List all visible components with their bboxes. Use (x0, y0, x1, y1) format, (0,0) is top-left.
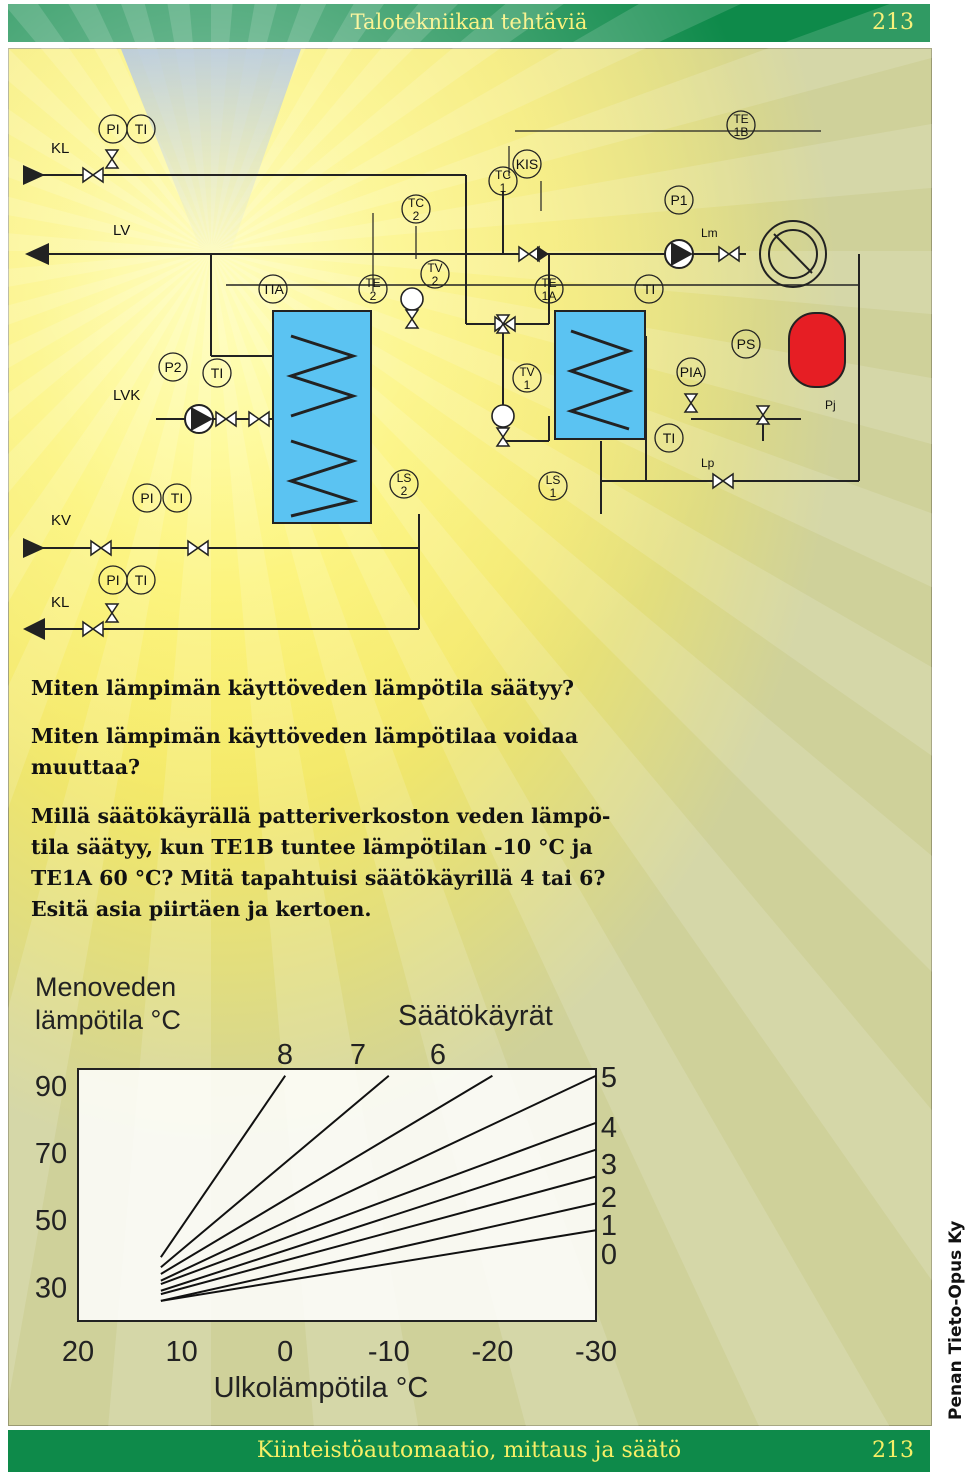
instrument-tag: TE (733, 112, 749, 126)
footer-page-number: 213 (872, 1438, 914, 1463)
chart-plot-area (78, 1069, 596, 1321)
instrument-tag: TV (519, 365, 535, 379)
footer-title: Kiinteistöautomaatio, mittaus ja säätö (256, 1438, 682, 1463)
label-lp: Lp (701, 456, 715, 470)
instrument-tag: TI (134, 572, 148, 588)
chart-xlabel: Ulkolämpötila °C (213, 1372, 429, 1404)
label-pj: Pj (825, 398, 836, 412)
instrument-tag-number: 1 (499, 181, 507, 195)
y-tick-label: 50 (34, 1205, 68, 1238)
instrument-tag: LS (545, 473, 561, 487)
instrument-tag: TI (170, 490, 184, 506)
label-kl-top: KL (51, 140, 70, 157)
question-2-line-2: muuttaa? (31, 755, 141, 779)
instrument-tag: TV (427, 261, 443, 275)
x-tick-label: 10 (165, 1336, 198, 1368)
header-page-number: 213 (872, 10, 914, 35)
label-lm: Lm (701, 226, 718, 240)
chart-ylabel-line-1: Menoveden (35, 972, 177, 1002)
label-kv: KV (51, 512, 72, 529)
instrument-tag: PI (106, 121, 120, 137)
content-panel (8, 48, 932, 1426)
x-tick-label: 0 (277, 1336, 294, 1368)
instrument-tag-number: 1B (733, 125, 749, 139)
x-tick-label: -10 (367, 1336, 410, 1368)
instrument-tag: KIS (515, 156, 539, 172)
label-lvk: LVK (113, 387, 141, 404)
instrument-tag: TE (541, 276, 557, 290)
instrument-tag: P1 (670, 192, 688, 208)
x-tick-label: -30 (575, 1336, 617, 1368)
footer-bar (8, 1430, 930, 1472)
instrument-tag: TE (365, 276, 381, 290)
instrument-tag: PI (106, 572, 120, 588)
instrument-tag-number: 2 (400, 484, 408, 498)
curve-label-1: 1 (600, 1210, 618, 1242)
curve-label-8: 8 (276, 1039, 294, 1071)
curve-label-7: 7 (349, 1039, 367, 1071)
instrument-tag: TIA (262, 281, 284, 297)
label-lv: LV (113, 222, 131, 239)
curve-label-5: 5 (600, 1062, 618, 1094)
x-tick-label: 20 (61, 1336, 95, 1368)
instrument-tag: TC (408, 196, 424, 210)
question-3-line-3: TE1A 60 °C? Mitä tapahtuisi säätökäyrillä 4 tai 6? (31, 866, 606, 890)
instrument-tag: PI (140, 490, 154, 506)
instrument-tag: TC (495, 168, 511, 182)
question-3-line-1: Millä säätökäyrällä patteriverkoston veden lämpö- (31, 804, 611, 828)
y-tick-label: 70 (34, 1138, 68, 1170)
instrument-tag: TI (134, 121, 148, 137)
instrument-tag-number: 1 (549, 486, 557, 500)
curve-label-0: 0 (600, 1239, 618, 1271)
instrument-tag: LS (396, 471, 412, 485)
question-1: Miten lämpimän käyttöveden lämpötila säätyy? (31, 676, 574, 700)
y-tick-label: 90 (34, 1070, 68, 1103)
instrument-tag: P2 (164, 359, 182, 375)
instrument-tag-number: 2 (412, 209, 420, 223)
curve-label-2: 2 (600, 1182, 618, 1214)
chart-ylabel-line-2: lämpötila °C (35, 1005, 181, 1035)
instrument-tag: TI (662, 430, 676, 446)
x-tick-label: -20 (471, 1336, 514, 1368)
question-3-line-4: Esitä asia piirtäen ja kertoen. (31, 897, 372, 921)
instrument-tag: TI (642, 281, 656, 297)
instrument-tag: TI (210, 365, 224, 381)
heating-curve-chart (9, 49, 931, 1425)
publisher-side-text: Penan Tieto-Opus Ky (946, 1220, 966, 1420)
question-2-line-1: Miten lämpimän käyttöveden lämpötilaa voidaa (31, 724, 579, 748)
curve-label-6: 6 (429, 1039, 447, 1071)
label-kl-bottom: KL (51, 594, 70, 611)
chart-title: Säätökäyrät (398, 1000, 553, 1032)
question-3-line-2: tila säätyy, kun TE1B tuntee lämpötilan -10 °C ja (31, 835, 593, 859)
instrument-tag: PIA (679, 364, 703, 380)
instrument-tag-number: 1 (523, 378, 531, 392)
instrument-tag-number: 1A (541, 289, 557, 303)
instrument-tag-number: 2 (431, 274, 439, 288)
y-tick-label: 30 (34, 1272, 68, 1305)
instrument-tag-number: 2 (369, 289, 377, 303)
curve-label-4: 4 (600, 1112, 618, 1144)
curve-label-3: 3 (600, 1149, 618, 1181)
instrument-tag: PS (736, 336, 756, 352)
